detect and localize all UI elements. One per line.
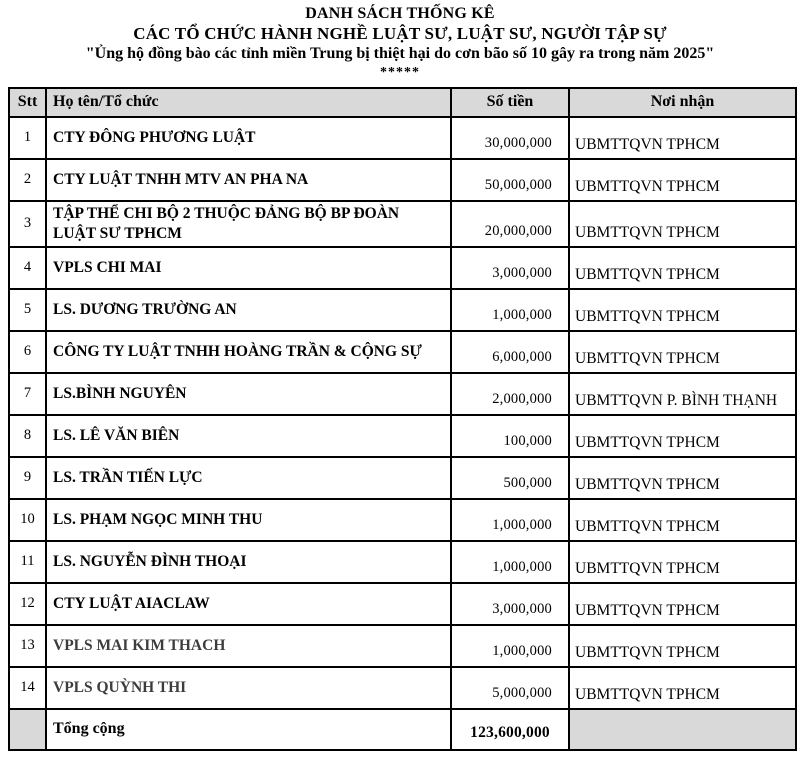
org-name-cell: LS. PHẠM NGỌC MINH THU xyxy=(46,499,451,541)
recipient-cell: UBMTTQVN TPHCM xyxy=(569,541,796,583)
recipient-cell: UBMTTQVN TPHCM xyxy=(569,159,796,201)
row-number-cell: 4 xyxy=(9,247,46,289)
amount-cell: 1,000,000 xyxy=(451,541,569,583)
total-amount-cell: 123,600,000 xyxy=(451,709,569,750)
amount-cell: 30,000,000 xyxy=(451,117,569,159)
recipient-cell: UBMTTQVN TPHCM xyxy=(569,457,796,499)
title-line-3: "Ủng hộ đồng bào các tỉnh miền Trung bị thiệt hại do cơn bão số 10 gây ra trong năm 2025" xyxy=(85,45,715,63)
donations-table xyxy=(8,87,797,751)
org-name-cell: LS. DƯƠNG TRƯỜNG AN xyxy=(46,289,451,331)
amount-cell: 500,000 xyxy=(451,457,569,499)
row-number-cell: 11 xyxy=(9,541,46,583)
recipient-cell: UBMTTQVN P. BÌNH THẠNH xyxy=(569,373,796,415)
org-name-cell: LS. TRẦN TIẾN LỰC xyxy=(46,457,451,499)
header-recipient: Nơi nhận xyxy=(569,88,796,117)
row-number-cell: 2 xyxy=(9,159,46,201)
row-number-cell: 1 xyxy=(9,117,46,159)
recipient-cell: UBMTTQVN TPHCM xyxy=(569,499,796,541)
row-number-cell: 8 xyxy=(9,415,46,457)
amount-cell: 6,000,000 xyxy=(451,331,569,373)
amount-cell: 2,000,000 xyxy=(451,373,569,415)
title-separator-stars: ***** xyxy=(380,64,420,80)
total-label-cell: Tổng cộng xyxy=(46,709,451,750)
table-row xyxy=(9,159,796,201)
table-row xyxy=(9,201,796,247)
table-row xyxy=(9,583,796,625)
org-name-cell: CTY LUẬT AIACLAW xyxy=(46,583,451,625)
org-name-cell: LS. NGUYỄN ĐÌNH THOẠI xyxy=(46,541,451,583)
table-row xyxy=(9,415,796,457)
row-number-cell: 12 xyxy=(9,583,46,625)
recipient-cell: UBMTTQVN TPHCM xyxy=(569,331,796,373)
header-amount: Số tiền xyxy=(451,88,569,117)
table-row xyxy=(9,541,796,583)
total-empty-recipient-cell xyxy=(569,709,796,750)
table-row xyxy=(9,117,796,159)
amount-cell: 1,000,000 xyxy=(451,499,569,541)
amount-cell: 3,000,000 xyxy=(451,247,569,289)
row-number-cell: 14 xyxy=(9,667,46,709)
recipient-cell: UBMTTQVN TPHCM xyxy=(569,289,796,331)
amount-cell: 1,000,000 xyxy=(451,625,569,667)
row-number-cell: 5 xyxy=(9,289,46,331)
amount-cell: 1,000,000 xyxy=(451,289,569,331)
org-name-cell: CTY ĐÔNG PHƯƠNG LUẬT xyxy=(46,117,451,159)
org-name-cell: CÔNG TY LUẬT TNHH HOÀNG TRẦN & CỘNG SỰ xyxy=(46,331,451,373)
recipient-cell: UBMTTQVN TPHCM xyxy=(569,415,796,457)
table-row xyxy=(9,289,796,331)
table-row xyxy=(9,373,796,415)
recipient-cell: UBMTTQVN TPHCM xyxy=(569,583,796,625)
table-row xyxy=(9,499,796,541)
table-row xyxy=(9,247,796,289)
amount-cell: 50,000,000 xyxy=(451,159,569,201)
row-number-cell: 10 xyxy=(9,499,46,541)
title-line-2: CÁC TỔ CHỨC HÀNH NGHỀ LUẬT SƯ, LUẬT SƯ, NGƯỜI TẬP SỰ xyxy=(133,23,667,43)
title-line-1: DANH SÁCH THỐNG KÊ xyxy=(305,5,495,22)
recipient-cell: UBMTTQVN TPHCM xyxy=(569,625,796,667)
amount-cell: 100,000 xyxy=(451,415,569,457)
org-name-cell: TẬP THỂ CHI BỘ 2 THUỘC ĐẢNG BỘ BP ĐOÀN LUẬT SƯ TPHCM xyxy=(46,201,451,247)
table-header-row xyxy=(9,88,796,117)
org-name-cell: VPLS CHI MAI xyxy=(46,247,451,289)
header-name: Họ tên/Tổ chức xyxy=(46,88,451,117)
recipient-cell: UBMTTQVN TPHCM xyxy=(569,117,796,159)
org-name-cell: LS.BÌNH NGUYÊN xyxy=(46,373,451,415)
table-row xyxy=(9,331,796,373)
document-title-block xyxy=(0,4,800,81)
header-stt: Stt xyxy=(9,88,46,117)
recipient-cell: UBMTTQVN TPHCM xyxy=(569,201,796,247)
row-number-cell: 3 xyxy=(9,201,46,247)
amount-cell: 5,000,000 xyxy=(451,667,569,709)
amount-cell: 20,000,000 xyxy=(451,201,569,247)
table-row xyxy=(9,625,796,667)
org-name-cell: VPLS QUỲNH THI xyxy=(46,667,451,709)
org-name-cell: VPLS MAI KIM THACH xyxy=(46,625,451,667)
org-name-cell: CTY LUẬT TNHH MTV AN PHA NA xyxy=(46,159,451,201)
total-empty-stt-cell xyxy=(9,709,46,750)
table-row xyxy=(9,667,796,709)
row-number-cell: 7 xyxy=(9,373,46,415)
amount-cell: 3,000,000 xyxy=(451,583,569,625)
row-number-cell: 9 xyxy=(9,457,46,499)
total-row xyxy=(9,709,796,750)
table-row xyxy=(9,457,796,499)
row-number-cell: 6 xyxy=(9,331,46,373)
org-name-cell: LS. LÊ VĂN BIÊN xyxy=(46,415,451,457)
recipient-cell: UBMTTQVN TPHCM xyxy=(569,667,796,709)
recipient-cell: UBMTTQVN TPHCM xyxy=(569,247,796,289)
row-number-cell: 13 xyxy=(9,625,46,667)
